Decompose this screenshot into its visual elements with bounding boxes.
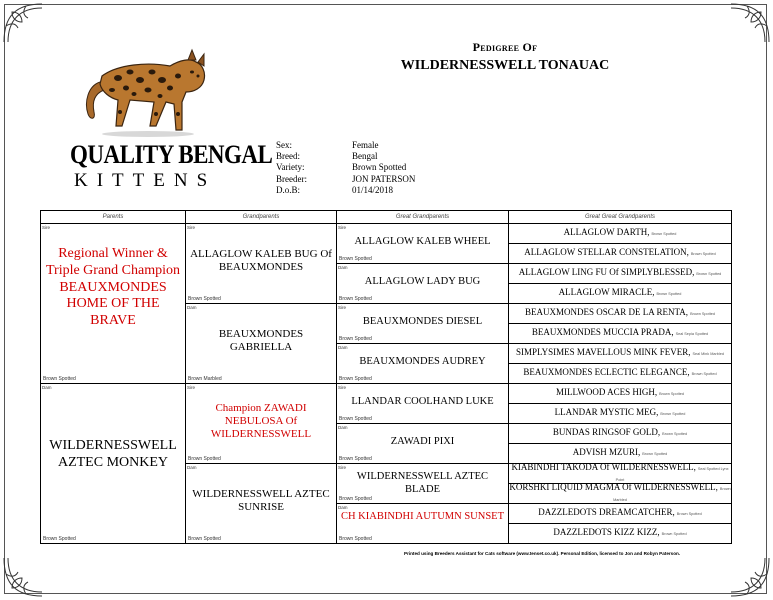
color-label: Brown Spotted (690, 312, 715, 316)
great-great-grandparent-cell (509, 384, 731, 404)
info-row (276, 185, 415, 196)
great-great-grandparent-cell (509, 504, 731, 524)
color-label: Brown Spotted (651, 232, 677, 236)
great-grandparent-name: ALLAGLOW KALEB WHEEL (354, 236, 491, 247)
great-grandparent-name: ZAWADI PIXI (390, 436, 455, 447)
color-label: Seal Sepia Spotted (675, 332, 709, 336)
info-value: Female (352, 140, 379, 150)
ggp-name: BUNDAS RINGSOF GOLD, (552, 427, 661, 437)
ggp-name: BEAUXMONDES ECLECTIC ELEGANCE, (523, 367, 690, 377)
color-label: Brown Spotted (188, 456, 221, 462)
grandparent-name: WILDERNESSWELL AZTEC SUNRISE (192, 488, 330, 514)
color-label: Brown Spotted (339, 296, 372, 302)
great-great-grandparent-cell (509, 481, 731, 504)
color-label: Brown Marbled (188, 376, 222, 382)
role-label: Dam (338, 345, 348, 350)
color-label: Brown Spotted (339, 376, 372, 382)
grandparent-name: ALLAGLOW KALEB BUG Of BEAUXMONDES (190, 248, 332, 274)
color-label: Brown Marbled (613, 486, 731, 502)
info-row (276, 162, 415, 173)
color-label: Brown Spotted (676, 512, 702, 516)
color-label: Seal Mink Marbled (692, 352, 724, 356)
great-grandparent-name: BEAUXMONDES AUDREY (359, 356, 486, 367)
info-value: JON PATERSON (352, 173, 416, 184)
grandparent-cell (186, 304, 337, 384)
great-great-grandparent-cell (509, 224, 731, 244)
color-label: Brown Spotted (339, 336, 372, 342)
ggp-name: KIABINDHI TAKODA Of WILDERNESSWELL, (511, 461, 696, 472)
header-great-great-grandparents: Great Great Grandparents (509, 211, 731, 224)
great-grandparent-cell (337, 504, 509, 543)
great-great-grandparent-cell (509, 344, 731, 364)
logo-subtitle: KITTENS (74, 170, 217, 191)
great-great-grandparent-cell (509, 244, 731, 264)
info-row (276, 140, 415, 151)
cat-info (276, 140, 415, 196)
great-great-grandparent-cell (509, 324, 731, 344)
ggp-name: SIMPLYSIMES MAVELLOUS MINK FEVER, (516, 347, 691, 357)
role-label: Sire (187, 385, 196, 390)
document-heading (390, 40, 620, 74)
color-label: Brown Spotted (696, 272, 722, 276)
color-label: Brown Spotted (339, 416, 372, 422)
great-great-grandparent-cell (509, 304, 731, 324)
role-label: Dam (338, 425, 348, 430)
header-parents: Parents (41, 211, 186, 224)
great-grandparent-name: CH KIABINDHI AUTUMN SUNSET (340, 511, 505, 522)
color-label: Brown Spotted (43, 536, 76, 542)
great-grandparent-name: WILDERNESSWELL AZTEC BLADE (356, 471, 489, 495)
ggp-name: BEAUXMONDES OSCAR DE LA RENTA, (525, 307, 689, 317)
ggp-name: DAZZLEDOTS KIZZ KIZZ, (553, 527, 660, 537)
great-great-grandparent-cell (509, 284, 731, 304)
ggp-name: ALLAGLOW STELLAR CONSTELATION, (524, 247, 689, 257)
great-grandparent-name: LLANDAR COOLHAND LUKE (351, 396, 494, 407)
ggp-name: DAZZLEDOTS DREAMCATCHER, (538, 507, 675, 517)
color-label: Brown Spotted (642, 452, 668, 456)
color-label: Brown Spotted (690, 252, 716, 256)
grandparent-cell (186, 224, 337, 304)
color-label: Brown Spotted (660, 412, 686, 416)
parent-sire-cell (41, 224, 186, 384)
info-value: Bengal (352, 151, 378, 162)
role-label: Sire (42, 225, 51, 230)
color-label: Seal Spotted Lynx Point (615, 466, 729, 482)
grandparent-cell (186, 464, 337, 543)
great-grandparent-name: BEAUXMONDES DIESEL (362, 316, 483, 327)
parent-dam-name: WILDERNESSWELL AZTEC MONKEY (49, 438, 177, 470)
info-label: Breeder: (276, 173, 307, 184)
info-value: Brown Spotted (352, 162, 407, 173)
great-grandparent-cell (337, 464, 509, 504)
bengal-cat-icon (78, 42, 218, 138)
role-label: Sire (338, 385, 347, 390)
ggp-name: BEAUXMONDES MUCCIA PRADA, (531, 327, 674, 337)
info-label: Variety: (276, 162, 305, 173)
role-label: Sire (338, 305, 347, 310)
color-label: Brown Spotted (662, 432, 688, 436)
great-grandparent-cell (337, 264, 509, 304)
great-great-grandparent-cell (509, 424, 731, 444)
pedigree-table (40, 210, 732, 544)
info-label: Sex: (276, 140, 293, 150)
info-label: D.o.B: (276, 184, 301, 195)
heading-prefix: Pedigree Of (472, 40, 538, 54)
color-label: Brown Spotted (661, 532, 687, 536)
color-label: Brown Spotted (339, 456, 372, 462)
color-label: Brown Spotted (656, 292, 682, 296)
info-label: Breed: (276, 151, 300, 162)
corner-ornament-icon (2, 2, 44, 44)
color-label: Brown Spotted (339, 496, 372, 502)
great-grandparent-cell (337, 224, 509, 264)
grandparent-cell (186, 384, 337, 464)
ggp-name: ALLAGLOW LING FU Of SIMPLYBLESSED, (518, 267, 695, 277)
header-grandparents: Grandparents (186, 211, 337, 224)
color-label: Brown Spotted (43, 376, 76, 382)
great-grandparent-cell (337, 424, 509, 464)
great-grandparent-name: ALLAGLOW LADY BUG (364, 276, 481, 287)
color-label: Brown Spotted (691, 372, 717, 376)
cat-name: WILDERNESSWELL TONAUAC (400, 58, 610, 73)
info-row (276, 151, 415, 162)
great-great-grandparent-cell (509, 364, 731, 384)
info-row (276, 174, 415, 185)
great-grandparent-cell (337, 384, 509, 424)
grandparent-name: Champion ZAWADI NEBULOSA Of WILDERNESSWELL (210, 402, 312, 441)
role-label: Sire (338, 225, 347, 230)
role-label: Dam (42, 385, 52, 390)
corner-ornament-icon (2, 556, 44, 598)
role-label: Dam (187, 305, 197, 310)
great-great-grandparent-cell (509, 404, 731, 424)
grandparent-name: BEAUXMONDES GABRIELLA (218, 328, 304, 354)
color-label: Brown Spotted (188, 536, 221, 542)
role-label: Dam (187, 465, 197, 470)
header-great-grandparents: Great Grandparents (337, 211, 509, 224)
role-label: Dam (338, 505, 348, 510)
color-label: Brown Spotted (659, 392, 684, 396)
footer-note: Printed using Breeders Assistant for Cats software (www.tenset.co.uk). Personal Edition, licensed to Jon and Robyn Paterson. (404, 551, 681, 556)
ggp-name: ALLAGLOW MIRACLE, (558, 287, 655, 297)
color-label: Brown Spotted (339, 256, 372, 262)
color-label: Brown Spotted (339, 536, 372, 542)
parent-sire-name: Regional Winner & Triple Grand Champion BEAUXMONDES HOME OF THE BRAVE (45, 246, 181, 329)
ggp-name: ALLAGLOW DARTH, (563, 227, 650, 237)
great-great-grandparent-cell (509, 264, 731, 284)
corner-ornament-icon (729, 556, 771, 598)
role-label: Dam (338, 265, 348, 270)
great-grandparent-cell (337, 344, 509, 384)
ggp-name: KORSHKI LIQUID MAGMA Of WILDERNESSWELL, (509, 481, 718, 492)
great-great-grandparent-cell (509, 524, 731, 543)
logo-title: QUALITY BENGAL (70, 140, 273, 169)
role-label: Sire (187, 225, 196, 230)
ggp-name: ADVISH MZURI, (572, 447, 641, 457)
info-value: 01/14/2018 (352, 184, 394, 195)
corner-ornament-icon (729, 2, 771, 44)
great-grandparent-cell (337, 304, 509, 344)
role-label: Sire (338, 465, 347, 470)
color-label: Brown Spotted (188, 296, 221, 302)
parent-dam-cell (41, 384, 186, 543)
ggp-name: LLANDAR MYSTIC MEG, (554, 407, 659, 417)
ggp-name: MILLWOOD ACES HIGH, (556, 387, 658, 397)
